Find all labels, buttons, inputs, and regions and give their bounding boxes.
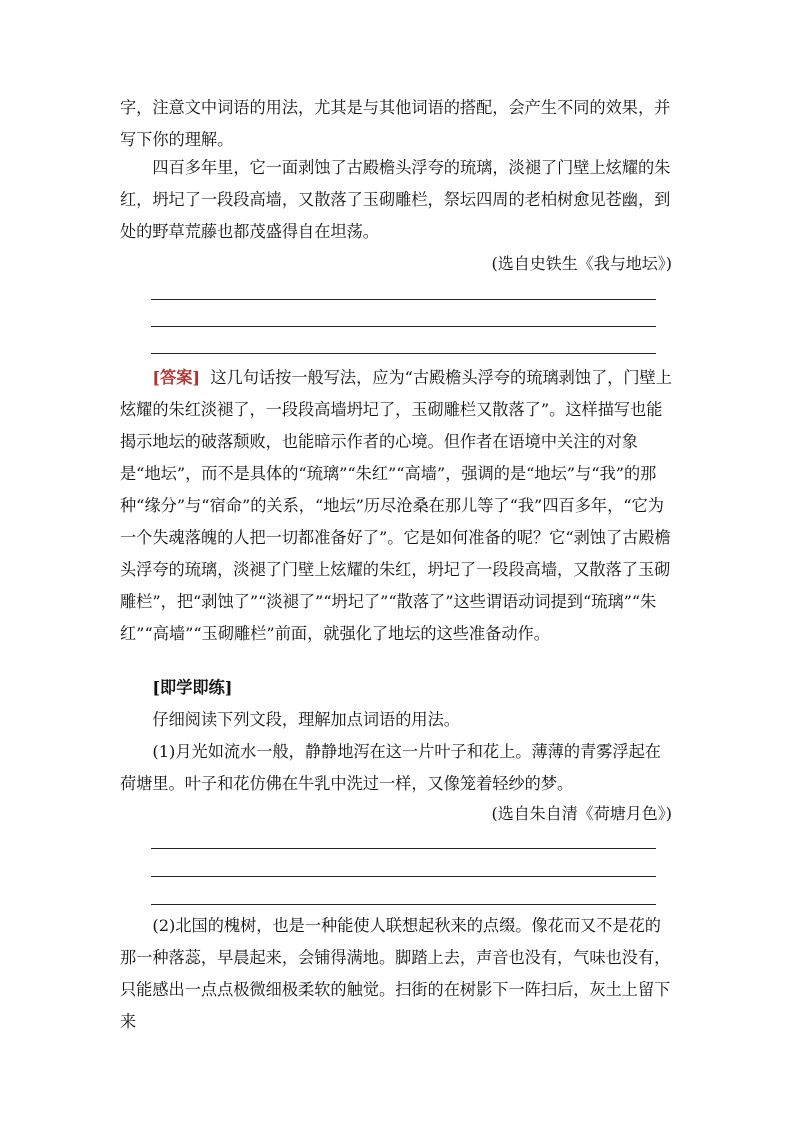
answer-line-3: [151, 353, 656, 354]
exercise-item-1: (1)月光如流水一般，静静地泻在这一片叶子和花上。薄薄的青雾浮起在荷塘里。叶子和花仿佛在牛乳中洗过一样，又像笼着轻纱的梦。: [120, 742, 661, 793]
answer-line-5: [151, 876, 656, 877]
answer-line-6: [151, 904, 656, 905]
exercise-item-2: (2)北国的槐树，也是一种能使人联想起秋来的点缀。像花而又不是花的那一种落蕊，早晨起来，会铺得满地。脚踏上去，声音也没有，气味也没有，只能感出一点点极微细极柔软的触觉。扫街的在树影下一阵扫后，灰土上留下来: [120, 916, 671, 1031]
answer-paragraph: [120, 362, 676, 650]
intro-paragraph: 字，注意文中词语的用法，尤其是与其他词语的搭配，会产生不同的效果，并写下你的理解。: [120, 98, 671, 149]
answer-text: 这几句话按一般写法，应为“古殿檐头浮夸的琉璃剥蚀了，门壁上炫耀的朱红淡褪了，一段段高墙坍圮了，玉砌雕栏又散落了”。这样描写也能揭示地坛的破落颓败，也能暗示作者的心境。但作者在语境中关注的对象是“地坛”，而不是具体的“琉璃”“朱红”“高墙”，强调的是“地坛”与“我”的那种“缘分”与“宿命”的关系，“地坛”历尽沧桑在那儿等了“我”四百多年，“它为一个失魂落魄的人把一切都准备好了”。它是如何准备的呢？它“剥蚀了古殿檐头浮夸的琉璃，淡褪了门壁上炫耀的朱红，坍圮了一段段高墙，又散落了玉砌雕栏”，把“剥蚀了”“淡褪了”“坍圮了”“散落了”这些谓语动词提到“琉璃”“朱红”“高墙”“玉砌雕栏”前面，就强化了地坛的这些准备动作。: [120, 368, 672, 643]
answer-line-1: [151, 299, 656, 300]
source-citation-2: (选自朱自清《荷塘月色》): [491, 804, 672, 823]
instruction-text: 仔细阅读下列文段，理解加点词语的用法。: [152, 710, 460, 729]
source-citation-1: (选自史铁生《我与地坛》): [491, 254, 672, 273]
answer-line-2: [151, 326, 656, 327]
passage-paragraph: 四百多年里，它一面剥蚀了古殿檐头浮夸的琉璃，淡褪了门壁上炫耀的朱红，坍圮了一段段高墙，又散落了玉砌雕栏，祭坛四周的老柏树愈见苍幽，到处的野草荒藤也都茂盛得自在坦荡。: [120, 158, 671, 241]
answer-line-4: [151, 848, 656, 849]
section-heading: [即学即练]: [152, 678, 233, 697]
answer-tag: [答案]: [152, 368, 201, 387]
